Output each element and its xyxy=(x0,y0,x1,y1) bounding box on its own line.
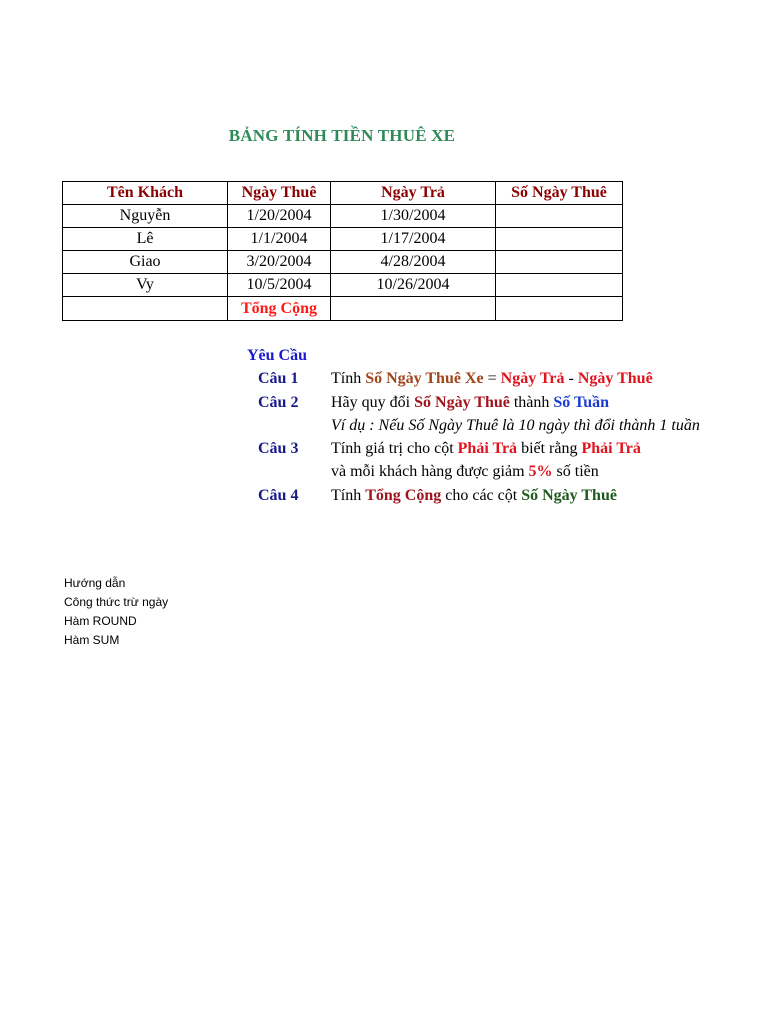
cell-return-date[interactable]: 10/26/2004 xyxy=(331,274,496,297)
cell-rent-date[interactable]: 1/1/2004 xyxy=(228,228,331,251)
cell-total-blank[interactable] xyxy=(63,297,228,321)
sheet-title: BẢNG TÍNH TIỀN THUÊ XE xyxy=(228,126,456,145)
cell-total-return-date[interactable] xyxy=(331,297,496,321)
cell-return-date[interactable]: 4/28/2004 xyxy=(331,251,496,274)
rental-table xyxy=(62,181,623,321)
requirements-title: Yêu Cầu xyxy=(247,347,308,364)
guide-notes xyxy=(64,574,168,650)
cell-customer-name[interactable]: Vy xyxy=(63,274,228,297)
requirement-example-row xyxy=(0,417,700,440)
question-label: Câu 4 xyxy=(258,487,299,504)
cell-rent-days[interactable] xyxy=(496,274,623,297)
cell-rent-days[interactable] xyxy=(496,205,623,228)
table-header-row xyxy=(63,182,623,205)
cell-rent-date[interactable]: 10/5/2004 xyxy=(228,274,331,297)
guide-heading: Hướng dẫn xyxy=(64,576,126,590)
cell-rent-days[interactable] xyxy=(496,251,623,274)
question-text: và mỗi khách hàng được giảm 5% số tiền xyxy=(331,463,599,480)
cell-return-date[interactable]: 1/17/2004 xyxy=(331,228,496,251)
guide-line: Hàm SUM xyxy=(64,633,120,647)
cell-return-date[interactable]: 1/30/2004 xyxy=(331,205,496,228)
cell-customer-name[interactable]: Lê xyxy=(63,228,228,251)
table-row xyxy=(63,251,623,274)
total-row xyxy=(63,297,623,321)
requirement-row xyxy=(0,487,622,510)
requirement-row xyxy=(0,440,641,463)
header-rent-date[interactable]: Ngày Thuê xyxy=(228,182,331,205)
guide-line: Công thức trừ ngày xyxy=(64,595,169,609)
example-text: Ví dụ : Nếu Số Ngày Thuê là 10 ngày thì đổi thành 1 tuần xyxy=(331,417,700,434)
question-label: Câu 1 xyxy=(258,370,299,387)
question-label: Câu 3 xyxy=(258,440,299,457)
cell-rent-date[interactable]: 1/20/2004 xyxy=(228,205,331,228)
cell-customer-name[interactable]: Giao xyxy=(63,251,228,274)
cell-total-rent-days[interactable] xyxy=(496,297,623,321)
cell-rent-date[interactable]: 3/20/2004 xyxy=(228,251,331,274)
header-customer-name[interactable]: Tên Khách xyxy=(63,182,228,205)
cell-customer-name[interactable]: Nguyễn xyxy=(63,205,228,228)
cell-rent-days[interactable] xyxy=(496,228,623,251)
requirement-row xyxy=(0,394,622,417)
question-text: Hãy quy đổi Số Ngày Thuê thành Số Tuần xyxy=(331,394,609,411)
table-row xyxy=(63,228,623,251)
header-return-date[interactable]: Ngày Trả xyxy=(331,182,496,205)
question-label: Câu 2 xyxy=(258,394,299,411)
table-row xyxy=(63,205,623,228)
total-label[interactable]: Tổng Cộng xyxy=(228,297,331,321)
question-text: Tính Tổng Cộng cho các cột Số Ngày Thuê xyxy=(331,487,617,504)
question-text: Tính giá trị cho cột Phải Trả biết rằng Phải Trả xyxy=(331,440,641,457)
question-text: Tính Số Ngày Thuê Xe = Ngày Trả - Ngày Thuê xyxy=(331,370,653,387)
header-rent-days[interactable]: Số Ngày Thuê xyxy=(496,182,623,205)
guide-line: Hàm ROUND xyxy=(64,614,137,628)
table-row xyxy=(63,274,623,297)
requirement-row xyxy=(0,370,653,393)
requirement-continuation-row xyxy=(0,463,622,486)
